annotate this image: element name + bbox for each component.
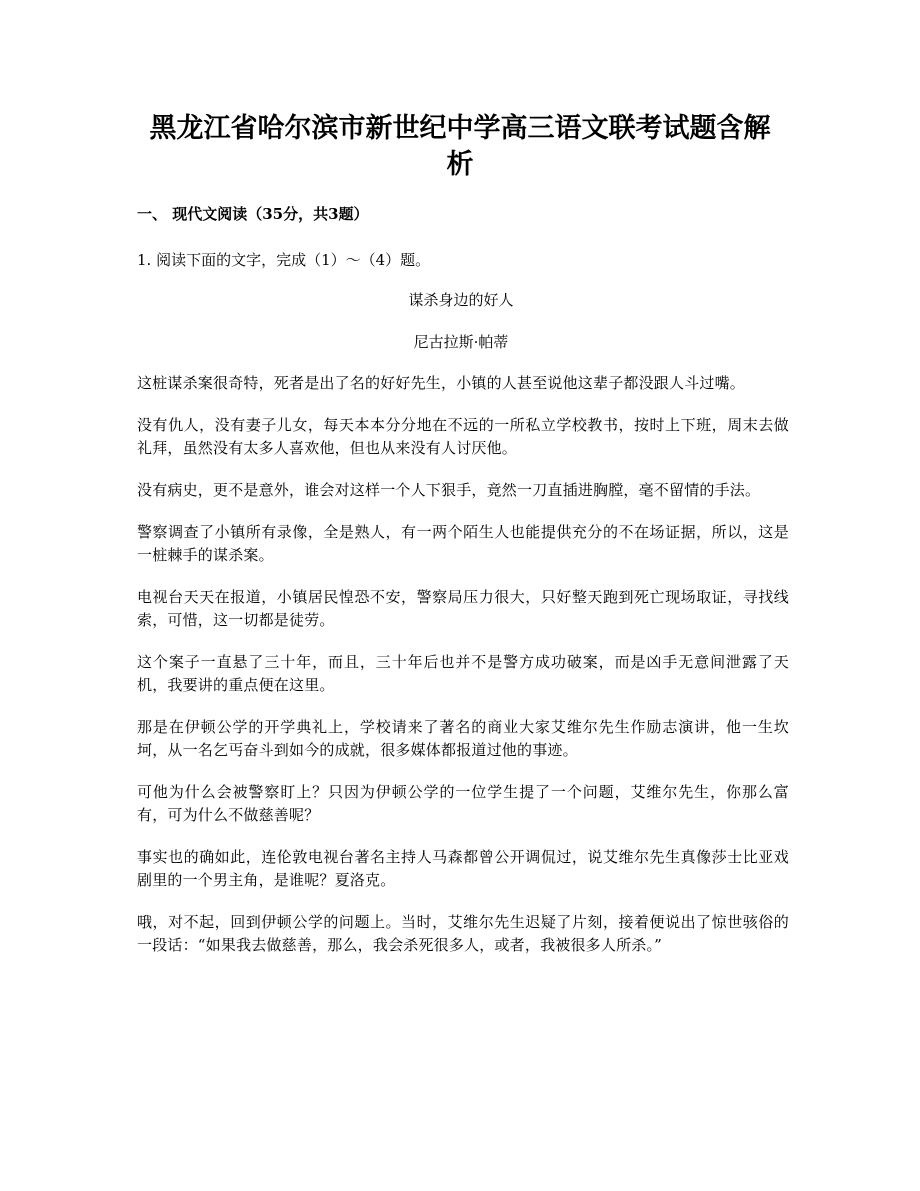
story-paragraph: 那是在伊顿公学的开学典礼上，学校请来了著名的商业大家艾维尔先生作励志演讲，他一生坎坷，从一名乞丐奋斗到如今的成就，很多媒体都报道过他的事迹。	[137, 718, 789, 759]
document-title: 黑龙江省哈尔滨市新世纪中学高三语文联考试题含解析	[149, 113, 771, 180]
question-instruction: 1. 阅读下面的文字，完成（1）～（4）题。	[137, 251, 431, 269]
story-paragraph: 警察调查了小镇所有录像，全是熟人，有一两个陌生人也能提供充分的不在场证据，所以，这是一桩棘手的谋杀案。	[137, 523, 789, 564]
story-body	[137, 372, 789, 976]
story-paragraph: 可他为什么会被警察盯上？只因为伊顿公学的一位学生提了一个问题，艾维尔先生，你那么富有，可为什么不做慈善呢？	[137, 783, 789, 824]
story-paragraph: 这桩谋杀案很奇特，死者是出了名的好好先生，小镇的人甚至说他这辈子都没跟人斗过嘴。	[137, 374, 746, 392]
story-paragraph: 事实也的确如此，连伦敦电视台著名主持人马森都曾公开调侃过，说艾维尔先生真像莎士比亚戏剧里的一个男主角，是谁呢？夏洛克。	[137, 848, 789, 889]
story-author: 尼古拉斯·帕蒂	[413, 333, 509, 351]
story-title: 谋杀身边的好人	[408, 291, 514, 309]
story-paragraph: 哦，对不起，回到伊顿公学的问题上。当时，艾维尔先生迟疑了片刻，接着便说出了惊世骇俗的一段话：“如果我去做慈善，那么，我会杀死很多人，或者，我被很多人所杀。”	[137, 913, 789, 954]
story-paragraph: 电视台天天在报道，小镇居民惶恐不安，警察局压力很大，只好整天跑到死亡现场取证，寻找线索，可惜，这一切都是徒劳。	[137, 588, 789, 629]
story-paragraph: 没有病史，更不是意外，谁会对这样一个人下狠手，竟然一刀直插进胸膛，毫不留情的手法。	[137, 481, 761, 499]
story-paragraph: 这个案子一直悬了三十年，而且，三十年后也并不是警方成功破案，而是凶手无意间泄露了天机，我要讲的重点便在这里。	[137, 653, 789, 694]
section-heading: 一、 现代文阅读（35分，共3题）	[137, 205, 369, 223]
story-paragraph: 没有仇人，没有妻子儿女，每天本本分分地在不远的一所私立学校教书，按时上下班，周末去做礼拜，虽然没有太多人喜欢他，但也从来没有人讨厌他。	[137, 416, 789, 457]
